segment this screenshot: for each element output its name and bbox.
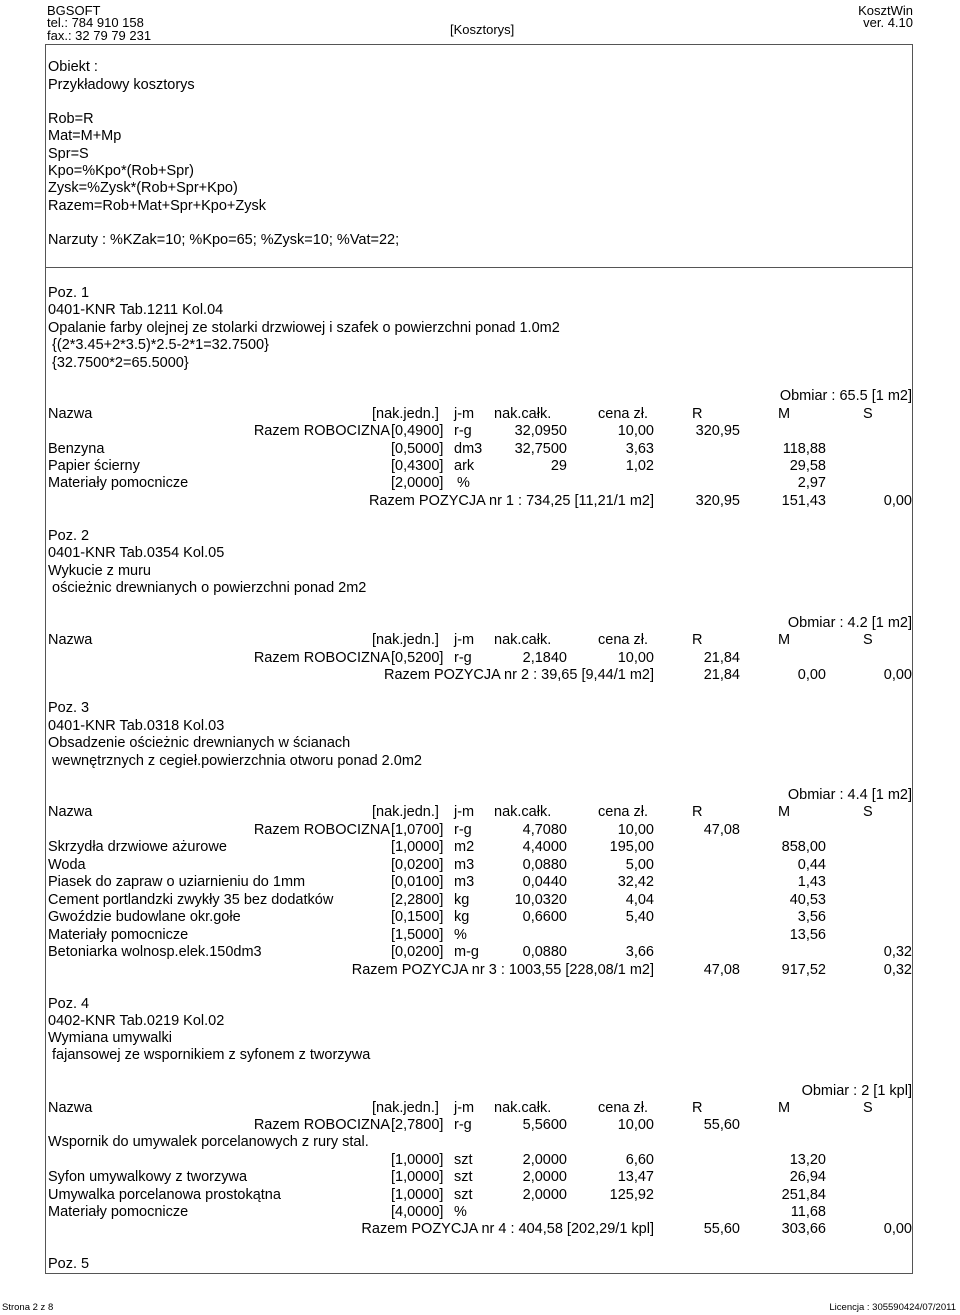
col-m: M — [778, 1100, 791, 1116]
item-m: 11,68 — [790, 1203, 826, 1220]
rob-r: 47,08 — [703, 822, 740, 838]
document-type: [Kosztorys] — [450, 22, 515, 37]
item-m: 118,88 — [782, 441, 826, 457]
position-description: Wymiana umywalki — [48, 1030, 172, 1046]
item-jm: m3 — [454, 856, 475, 873]
rob-nak: [1,0700] — [391, 822, 444, 838]
rob-label: Razem ROBOCIZNA — [253, 1117, 390, 1133]
item-m: 3,56 — [797, 909, 826, 925]
position-description: {32.7500*2=65.5000} — [48, 355, 189, 371]
item-name: Materiały pomocnicze — [48, 475, 189, 491]
position-code: 0401-KNR Tab.0318 Kol.03 — [48, 718, 225, 734]
item-m: 13,20 — [789, 1152, 826, 1168]
company-name: BGSOFT — [47, 3, 101, 18]
item-m: 26,94 — [789, 1169, 826, 1186]
rob-label: Razem ROBOCIZNA — [253, 822, 390, 838]
item-nakc: 2,0000 — [522, 1152, 567, 1168]
col-nazwa: Nazwa — [48, 804, 93, 820]
item-m: 1,43 — [797, 874, 826, 890]
item-nakc: 0,6600 — [522, 909, 567, 925]
col-jm: j-m — [454, 1100, 475, 1116]
col-jm: j-m — [454, 804, 475, 820]
item-nakc: 10,0320 — [514, 891, 567, 908]
item-m: 40,53 — [789, 891, 826, 908]
item-jm: kg — [454, 909, 470, 925]
position-description: {(2*3.45+2*3.5)*2.5-2*1=32.7500} — [48, 337, 269, 353]
item-name: Materiały pomocnicze — [48, 926, 189, 943]
item-nak: [1,0000] — [391, 1186, 444, 1203]
company-tel: tel.: 784 910 158 — [47, 15, 144, 30]
position-total-label: Razem POZYCJA nr 3 : 1003,55 [228,08/1 m2] — [351, 962, 654, 978]
col-s: S — [863, 406, 873, 422]
total-s: 0,00 — [883, 493, 912, 509]
obmiar: Obmiar : 65.5 [1 m2] — [779, 388, 912, 404]
item-cena: 5,40 — [625, 909, 654, 925]
object-label: Obiekt : — [48, 59, 98, 75]
position-title: Poz. 4 — [48, 996, 90, 1012]
col-nazwa: Nazwa — [48, 1100, 93, 1116]
formula-line: Razem=Rob+Mat+Spr+Kpo+Zysk — [48, 198, 267, 214]
item-cena: 6,60 — [625, 1152, 654, 1168]
item-m: 13,56 — [789, 926, 826, 943]
formula-line: Kpo=%Kpo*(Rob+Spr) — [48, 163, 194, 179]
col-r: R — [692, 1100, 703, 1116]
col-r: R — [692, 804, 703, 820]
col-m: M — [778, 406, 791, 422]
rob-nak: [0,4900] — [391, 423, 444, 439]
obmiar: Obmiar : 4.4 [1 m2] — [787, 787, 912, 803]
rob-r: 21,84 — [703, 650, 740, 666]
formula-line: Rob=R — [48, 111, 94, 127]
col-nakc: nak.całk. — [494, 632, 552, 648]
total-m: 303,66 — [781, 1221, 826, 1237]
object-name: Przykładowy kosztorys — [48, 77, 195, 93]
rob-cena: 10,00 — [617, 822, 654, 838]
col-cena: cena zł. — [598, 1100, 648, 1116]
page-number: Strona 2 z 8 — [2, 1302, 54, 1313]
item-nakc: 2,0000 — [522, 1169, 567, 1186]
item-name-long: Wspornik do umywalek porcelanowych z rury stal. — [48, 1134, 369, 1150]
position-code: 0401-KNR Tab.1211 Kol.04 — [48, 302, 224, 318]
item-nak: [1,0000] — [391, 1169, 444, 1186]
position-total-label: Razem POZYCJA nr 4 : 404,58 [202,29/1 kpl] — [361, 1221, 654, 1237]
item-cena: 3,63 — [625, 441, 654, 457]
rob-jm: r-g — [454, 822, 472, 838]
col-r: R — [692, 632, 703, 648]
position-title: Poz. 1 — [48, 285, 90, 301]
col-m: M — [778, 632, 791, 648]
item-nakc: 0,0440 — [522, 874, 567, 890]
item-name: Papier ścierny — [48, 458, 140, 474]
total-s: 0,00 — [883, 1221, 912, 1237]
item-m: 251,84 — [781, 1186, 826, 1203]
item-nakc: 0,0880 — [522, 944, 567, 960]
item-name: Benzyna — [48, 441, 105, 457]
col-nakc: nak.całk. — [494, 1100, 552, 1116]
item-jm: % — [454, 926, 467, 943]
total-m: 151,43 — [781, 493, 826, 509]
rob-r: 55,60 — [703, 1117, 740, 1133]
item-nakc: 4,4000 — [522, 839, 567, 855]
markups-line: Narzuty : %KZak=10; %Kpo=65; %Zysk=10; %Vat=22; — [48, 232, 400, 248]
item-name: Materiały pomocnicze — [48, 1203, 189, 1220]
item-jm: ark — [454, 458, 475, 474]
col-nakc: nak.całk. — [494, 804, 552, 820]
rob-nakc: 32,0950 — [514, 423, 567, 439]
position-description: fajansowej ze wspornikiem z syfonem z tworzywa — [48, 1047, 371, 1063]
item-nak: [0,5000] — [391, 441, 444, 457]
col-nakc: nak.całk. — [494, 406, 552, 422]
item-cena: 5,00 — [625, 856, 654, 873]
col-nazwa: Nazwa — [48, 632, 93, 648]
item-jm: szt — [454, 1169, 473, 1186]
formula-line: Spr=S — [48, 146, 89, 162]
col-r: R — [692, 406, 703, 422]
col-s: S — [863, 632, 873, 648]
item-name: Skrzydła drzwiowe ażurowe — [48, 839, 227, 855]
item-cena: 3,66 — [625, 944, 654, 960]
item-name: Gwoździe budowlane okr.gołe — [48, 909, 241, 925]
item-name: Syfon umywalkowy z tworzywa — [48, 1169, 248, 1186]
total-r: 21,84 — [703, 667, 740, 683]
total-r: 47,08 — [703, 962, 740, 978]
item-cena: 125,92 — [609, 1186, 654, 1203]
total-m: 0,00 — [797, 667, 826, 683]
item-nak: [0,1500] — [391, 909, 444, 925]
item-jm: % — [454, 1203, 467, 1220]
formula-line: Zysk=%Zysk*(Rob+Spr+Kpo) — [48, 180, 238, 196]
rob-nak: [0,5200] — [391, 650, 444, 666]
col-nak: [nak.jedn.] — [372, 406, 439, 422]
license-info: Licencja : 305590424/07/2011 — [829, 1302, 956, 1313]
col-jm: j-m — [454, 632, 475, 648]
total-s: 0,00 — [883, 667, 912, 683]
item-jm: szt — [454, 1152, 473, 1168]
item-cena: 4,04 — [625, 891, 654, 908]
item-jm: % — [457, 475, 470, 491]
position-description: wewnętrznych z cegieł.powierzchnia otworu ponad 2.0m2 — [48, 753, 422, 769]
item-m: 0,44 — [797, 856, 826, 873]
rob-cena: 10,00 — [617, 650, 654, 666]
item-nak: [2,0000] — [391, 475, 444, 491]
section-divider — [45, 267, 913, 268]
obmiar: Obmiar : 2 [1 kpl] — [801, 1083, 912, 1099]
position-total-label: Razem POZYCJA nr 2 : 39,65 [9,44/1 m2] — [384, 667, 654, 683]
position-title: Poz. 3 — [48, 700, 90, 716]
item-jm: m2 — [454, 839, 475, 855]
rob-cena: 10,00 — [617, 423, 654, 439]
page-frame — [45, 44, 913, 1274]
rob-nakc: 4,7080 — [522, 822, 567, 838]
rob-label: Razem ROBOCIZNA — [253, 650, 390, 666]
col-cena: cena zł. — [598, 804, 648, 820]
app-version: ver. 4.10 — [863, 15, 913, 30]
item-jm: kg — [454, 891, 470, 908]
item-name: Piasek do zapraw o uziarnieniu do 1mm — [48, 874, 306, 890]
item-nak: [0,0200] — [391, 856, 444, 873]
item-name: Betoniarka wolnosp.elek.150dm3 — [48, 944, 262, 960]
item-name: Umywalka porcelanowa prostokątna — [48, 1186, 281, 1203]
item-nak: [0,4300] — [391, 458, 444, 474]
position-title: Poz. 2 — [48, 528, 90, 544]
item-nakc: 32,7500 — [514, 441, 567, 457]
rob-label: Razem ROBOCIZNA — [253, 423, 390, 439]
col-s: S — [863, 1100, 873, 1116]
col-s: S — [863, 804, 873, 820]
obmiar: Obmiar : 4.2 [1 m2] — [787, 615, 912, 631]
col-nak: [nak.jedn.] — [372, 632, 439, 648]
item-nak: [1,5000] — [391, 926, 444, 943]
item-nakc: 29 — [550, 458, 567, 474]
item-jm: m-g — [454, 944, 479, 960]
item-nak: [2,2800] — [391, 891, 444, 908]
col-nak: [nak.jedn.] — [372, 1100, 439, 1116]
col-cena: cena zł. — [598, 632, 648, 648]
item-nakc: 2,0000 — [522, 1186, 567, 1203]
rob-jm: r-g — [454, 650, 472, 666]
col-nak: [nak.jedn.] — [372, 804, 439, 820]
company-fax: fax.: 32 79 79 231 — [47, 28, 152, 43]
total-s: 0,32 — [883, 962, 912, 978]
item-name: Cement portlandzki zwykły 35 bez dodatków — [48, 891, 334, 908]
item-name: Woda — [48, 856, 86, 873]
item-jm: m3 — [454, 874, 475, 890]
position-title: Poz. 5 — [48, 1256, 90, 1272]
formula-line: Mat=M+Mp — [48, 128, 122, 144]
item-cena: 32,42 — [617, 874, 654, 890]
rob-nakc: 2,1840 — [522, 650, 567, 666]
item-nak: [0,0100] — [391, 874, 444, 890]
col-cena: cena zł. — [598, 406, 648, 422]
rob-jm: r-g — [454, 423, 472, 439]
total-m: 917,52 — [781, 962, 826, 978]
item-m: 29,58 — [789, 458, 826, 474]
item-jm: dm3 — [454, 441, 483, 457]
position-description: ościeżnic drewnianych o powierzchni ponad 2m2 — [48, 580, 367, 596]
total-r: 55,60 — [703, 1221, 740, 1237]
item-s: 0,32 — [883, 944, 912, 960]
item-nakc: 0,0880 — [522, 856, 567, 873]
item-nak: [1,0000] — [391, 1152, 444, 1168]
item-nak: [4,0000] — [391, 1203, 444, 1220]
item-jm: szt — [454, 1186, 473, 1203]
rob-nak: [2,7800] — [391, 1117, 444, 1133]
total-r: 320,95 — [695, 493, 740, 509]
item-nak: [0,0200] — [391, 944, 444, 960]
rob-nakc: 5,5600 — [522, 1117, 567, 1133]
col-nazwa: Nazwa — [48, 406, 93, 422]
item-m: 858,00 — [781, 839, 826, 855]
position-code: 0402-KNR Tab.0219 Kol.02 — [48, 1013, 225, 1029]
position-description: Opalanie farby olejnej ze stolarki drzwiowej i szafek o powierzchni ponad 1.0m2 — [48, 320, 560, 336]
item-cena: 1,02 — [625, 458, 654, 474]
item-cena: 195,00 — [609, 839, 654, 855]
col-jm: j-m — [454, 406, 475, 422]
position-code: 0401-KNR Tab.0354 Kol.05 — [48, 545, 225, 561]
position-total-label: Razem POZYCJA nr 1 : 734,25 [11,21/1 m2] — [368, 493, 654, 509]
app-name: KosztWin — [858, 3, 913, 18]
position-description: Wykucie z muru — [48, 563, 152, 579]
rob-jm: r-g — [454, 1117, 472, 1133]
item-cena: 13,47 — [617, 1169, 654, 1186]
item-nak: [1,0000] — [391, 839, 444, 855]
rob-r: 320,95 — [695, 423, 740, 439]
position-description: Obsadzenie ościeżnic drewnianych w ścianach — [48, 735, 351, 751]
rob-cena: 10,00 — [617, 1117, 654, 1133]
item-m: 2,97 — [797, 475, 826, 491]
col-m: M — [778, 804, 791, 820]
